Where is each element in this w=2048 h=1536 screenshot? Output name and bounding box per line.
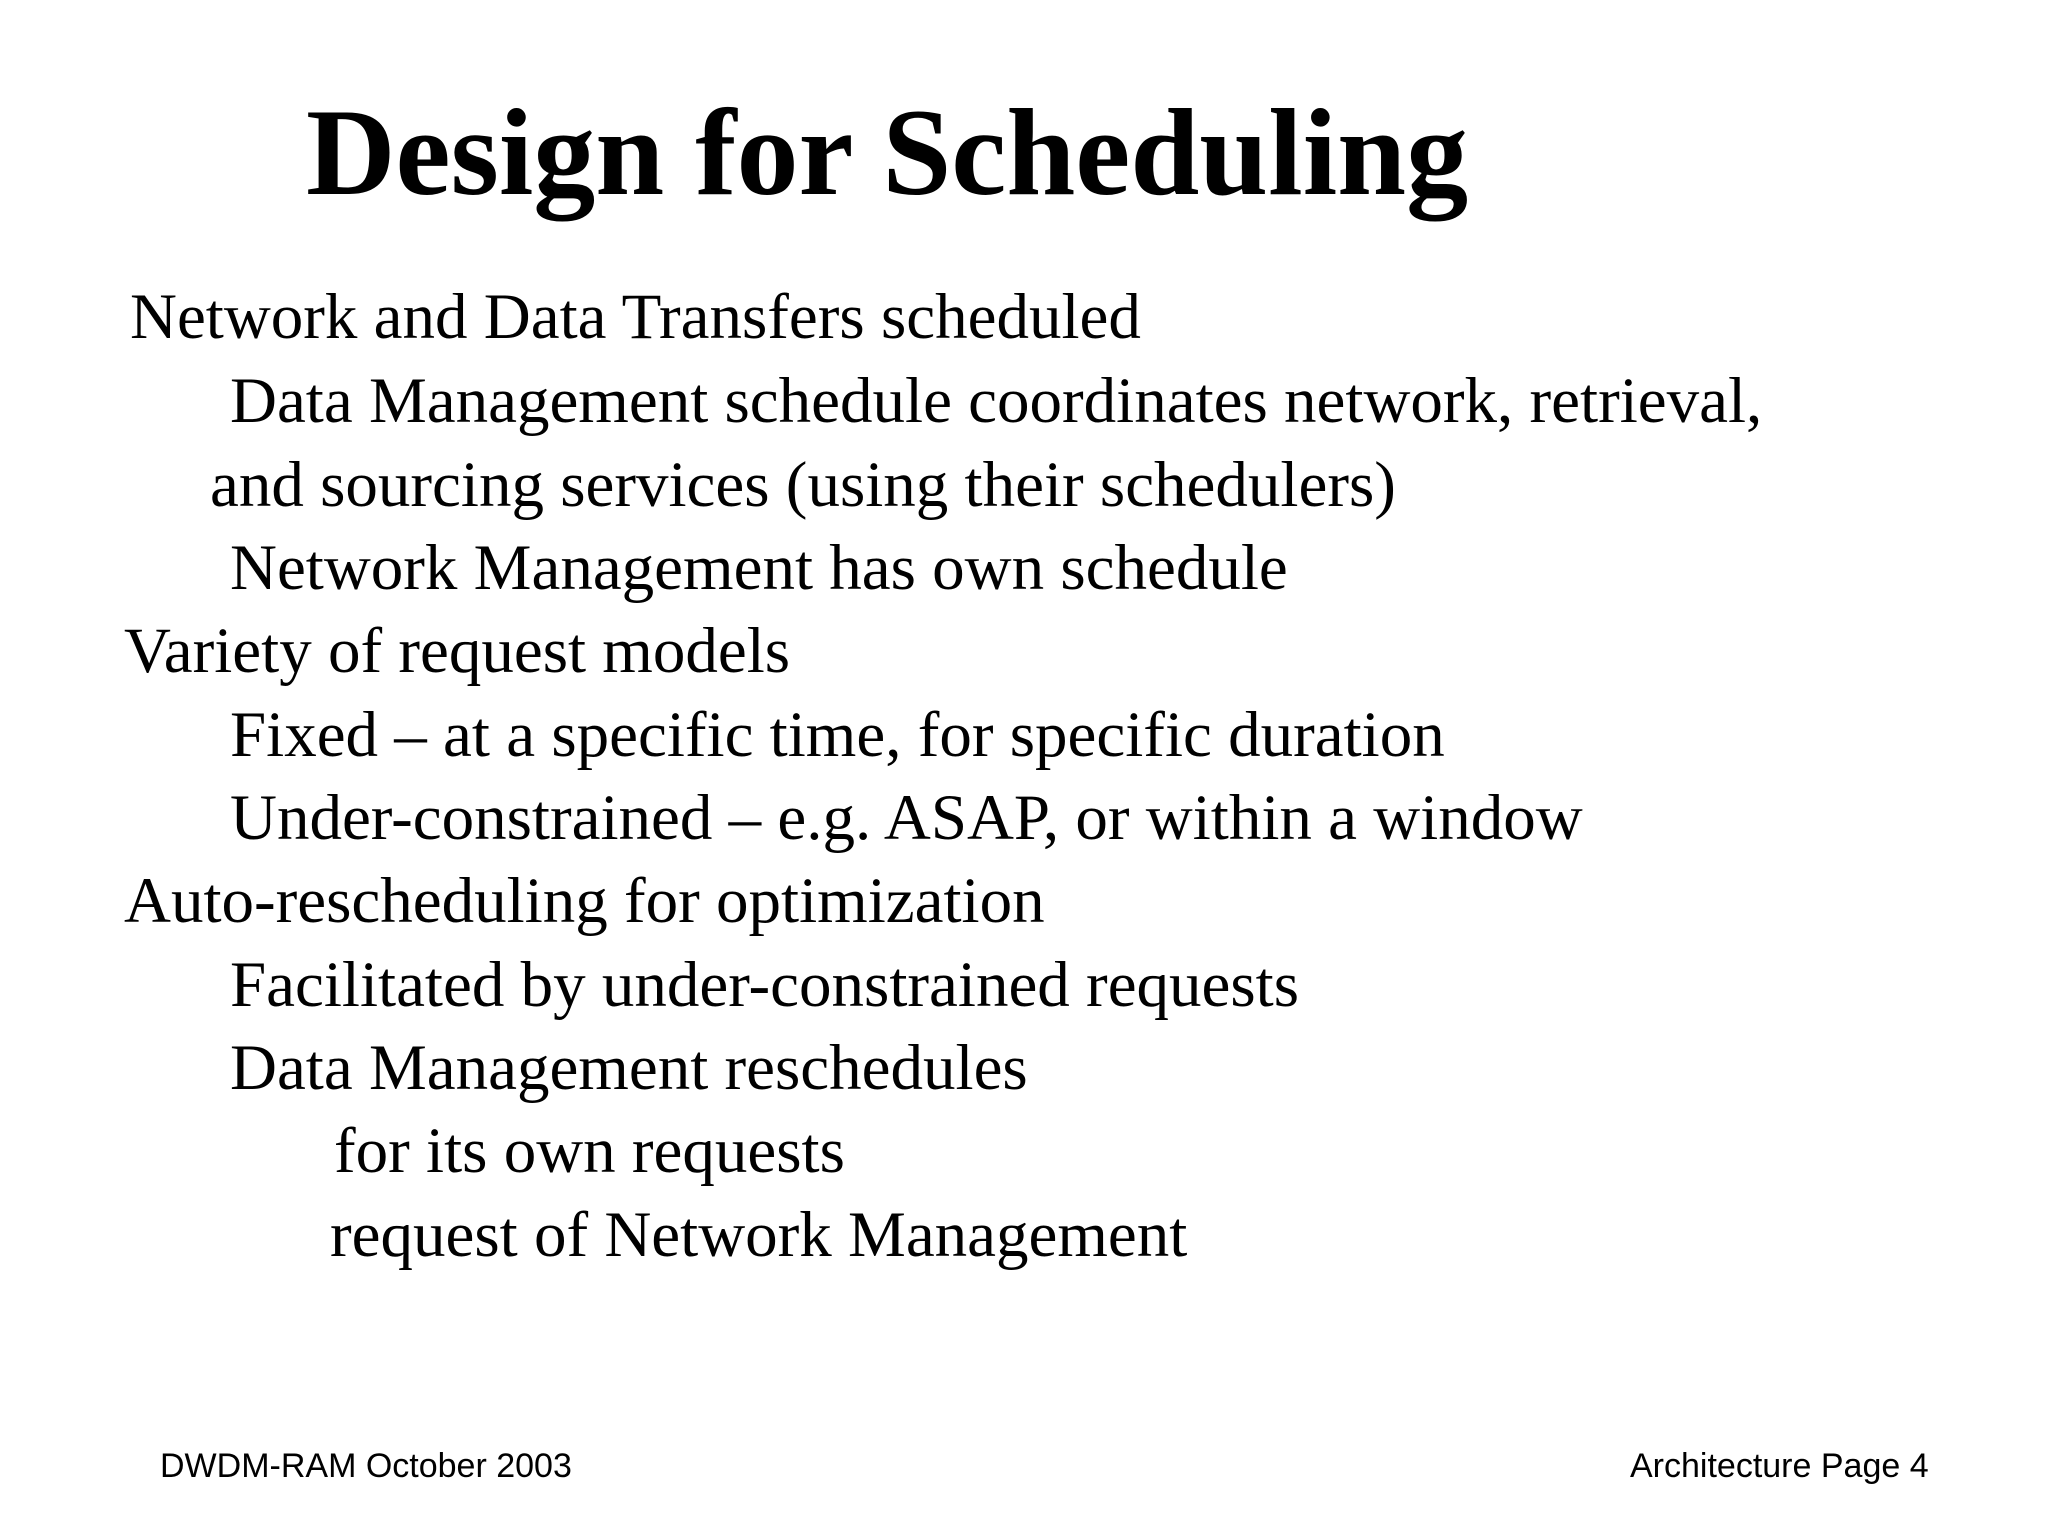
bullet-level2-network-management-schedule: Network Management has own schedule bbox=[230, 532, 1288, 604]
bullet-level2-continuation: and sourcing services (using their schedulers) bbox=[210, 449, 1396, 521]
bullet-level3-network-management-request: request of Network Management bbox=[330, 1199, 1188, 1271]
bullet-level2-fixed: Fixed – at a specific time, for specific duration bbox=[230, 699, 1445, 771]
bullet-level1-network-data-transfers: Network and Data Transfers scheduled bbox=[130, 281, 1141, 353]
bullet-level1-variety-request-models: Variety of request models bbox=[124, 615, 791, 687]
bullet-level3-own-requests: for its own requests bbox=[334, 1115, 845, 1187]
slide-title: Design for Scheduling bbox=[306, 84, 1469, 221]
footer-left: DWDM-RAM October 2003 bbox=[160, 1447, 572, 1485]
footer-right: Architecture Page 4 bbox=[1630, 1447, 1929, 1485]
bullet-level2-data-management-schedule: Data Management schedule coordinates network, retrieval, bbox=[230, 365, 1763, 437]
bullet-level1-auto-rescheduling: Auto-rescheduling for optimization bbox=[124, 865, 1045, 937]
bullet-level2-under-constrained: Under-constrained – e.g. ASAP, or within a window bbox=[230, 782, 1583, 854]
bullet-level2-data-management-reschedules: Data Management reschedules bbox=[230, 1032, 1028, 1104]
bullet-level2-facilitated: Facilitated by under-constrained requests bbox=[230, 949, 1300, 1021]
